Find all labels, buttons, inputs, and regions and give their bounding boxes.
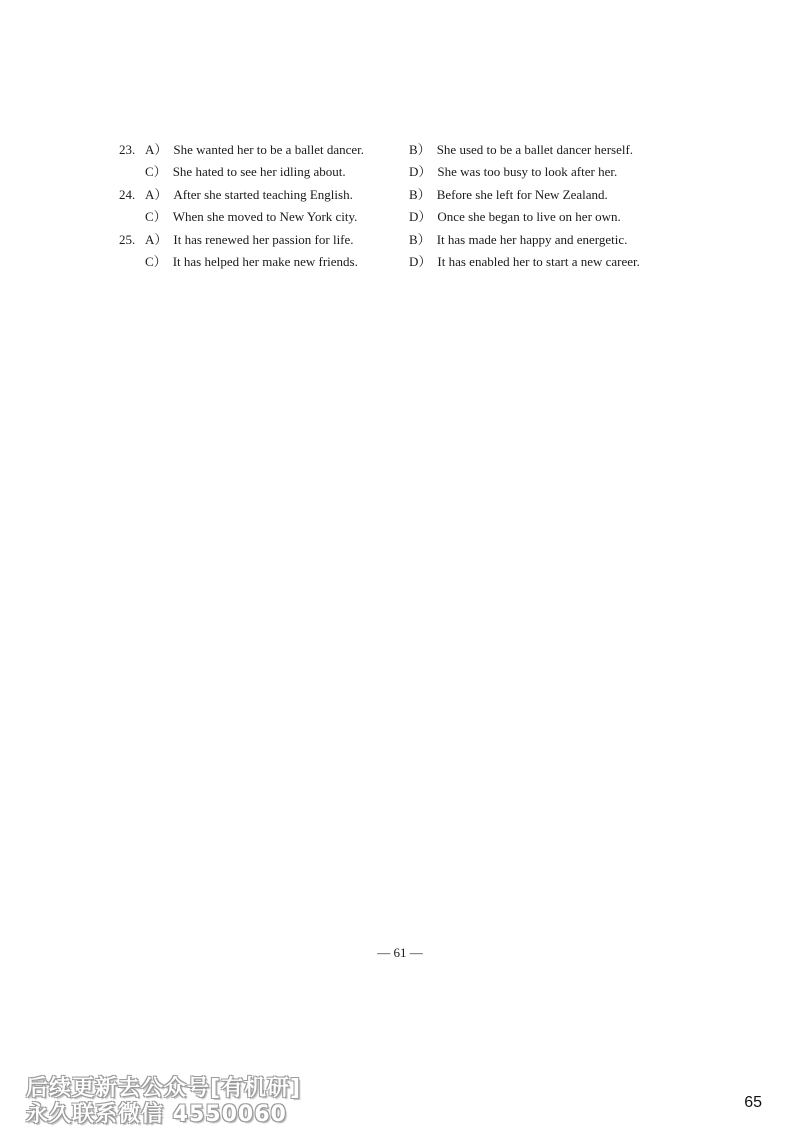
option-d: D） She was too busy to look after her. xyxy=(409,164,618,179)
question-23-row-1 xyxy=(0,139,800,161)
watermark-line-2: 永久联系微信 4550060 xyxy=(26,1102,287,1127)
option-a: A） It has renewed her passion for life. xyxy=(145,232,354,247)
corner-page-number: 65 xyxy=(744,1094,762,1111)
page-number: — 61 — xyxy=(377,945,423,960)
watermark xyxy=(26,1076,326,1128)
option-d: D） Once she began to live on her own. xyxy=(409,209,621,224)
question-25-row-1 xyxy=(0,229,800,251)
option-d: D） It has enabled her to start a new career. xyxy=(409,254,640,269)
option-b: B） She used to be a ballet dancer herself. xyxy=(409,142,634,157)
option-c: C） When she moved to New York city. xyxy=(145,209,358,224)
question-number: 23. xyxy=(119,142,136,157)
question-number: 25. xyxy=(119,232,136,247)
question-25-row-2 xyxy=(0,251,800,273)
option-c: C） It has helped her make new friends. xyxy=(145,254,358,269)
option-b: B） It has made her happy and energetic. xyxy=(409,232,628,247)
option-a: A） After she started teaching English. xyxy=(145,187,353,202)
watermark-line-1: 后续更新去公众号[有机研] xyxy=(26,1076,302,1101)
option-c: C） She hated to see her idling about. xyxy=(145,164,346,179)
option-a: A） She wanted her to be a ballet dancer. xyxy=(145,142,364,157)
question-24-row-2 xyxy=(0,206,800,228)
question-23-row-2 xyxy=(0,161,800,183)
option-b: B） Before she left for New Zealand. xyxy=(409,187,608,202)
question-24-row-1 xyxy=(0,184,800,206)
question-number: 24. xyxy=(119,187,136,202)
